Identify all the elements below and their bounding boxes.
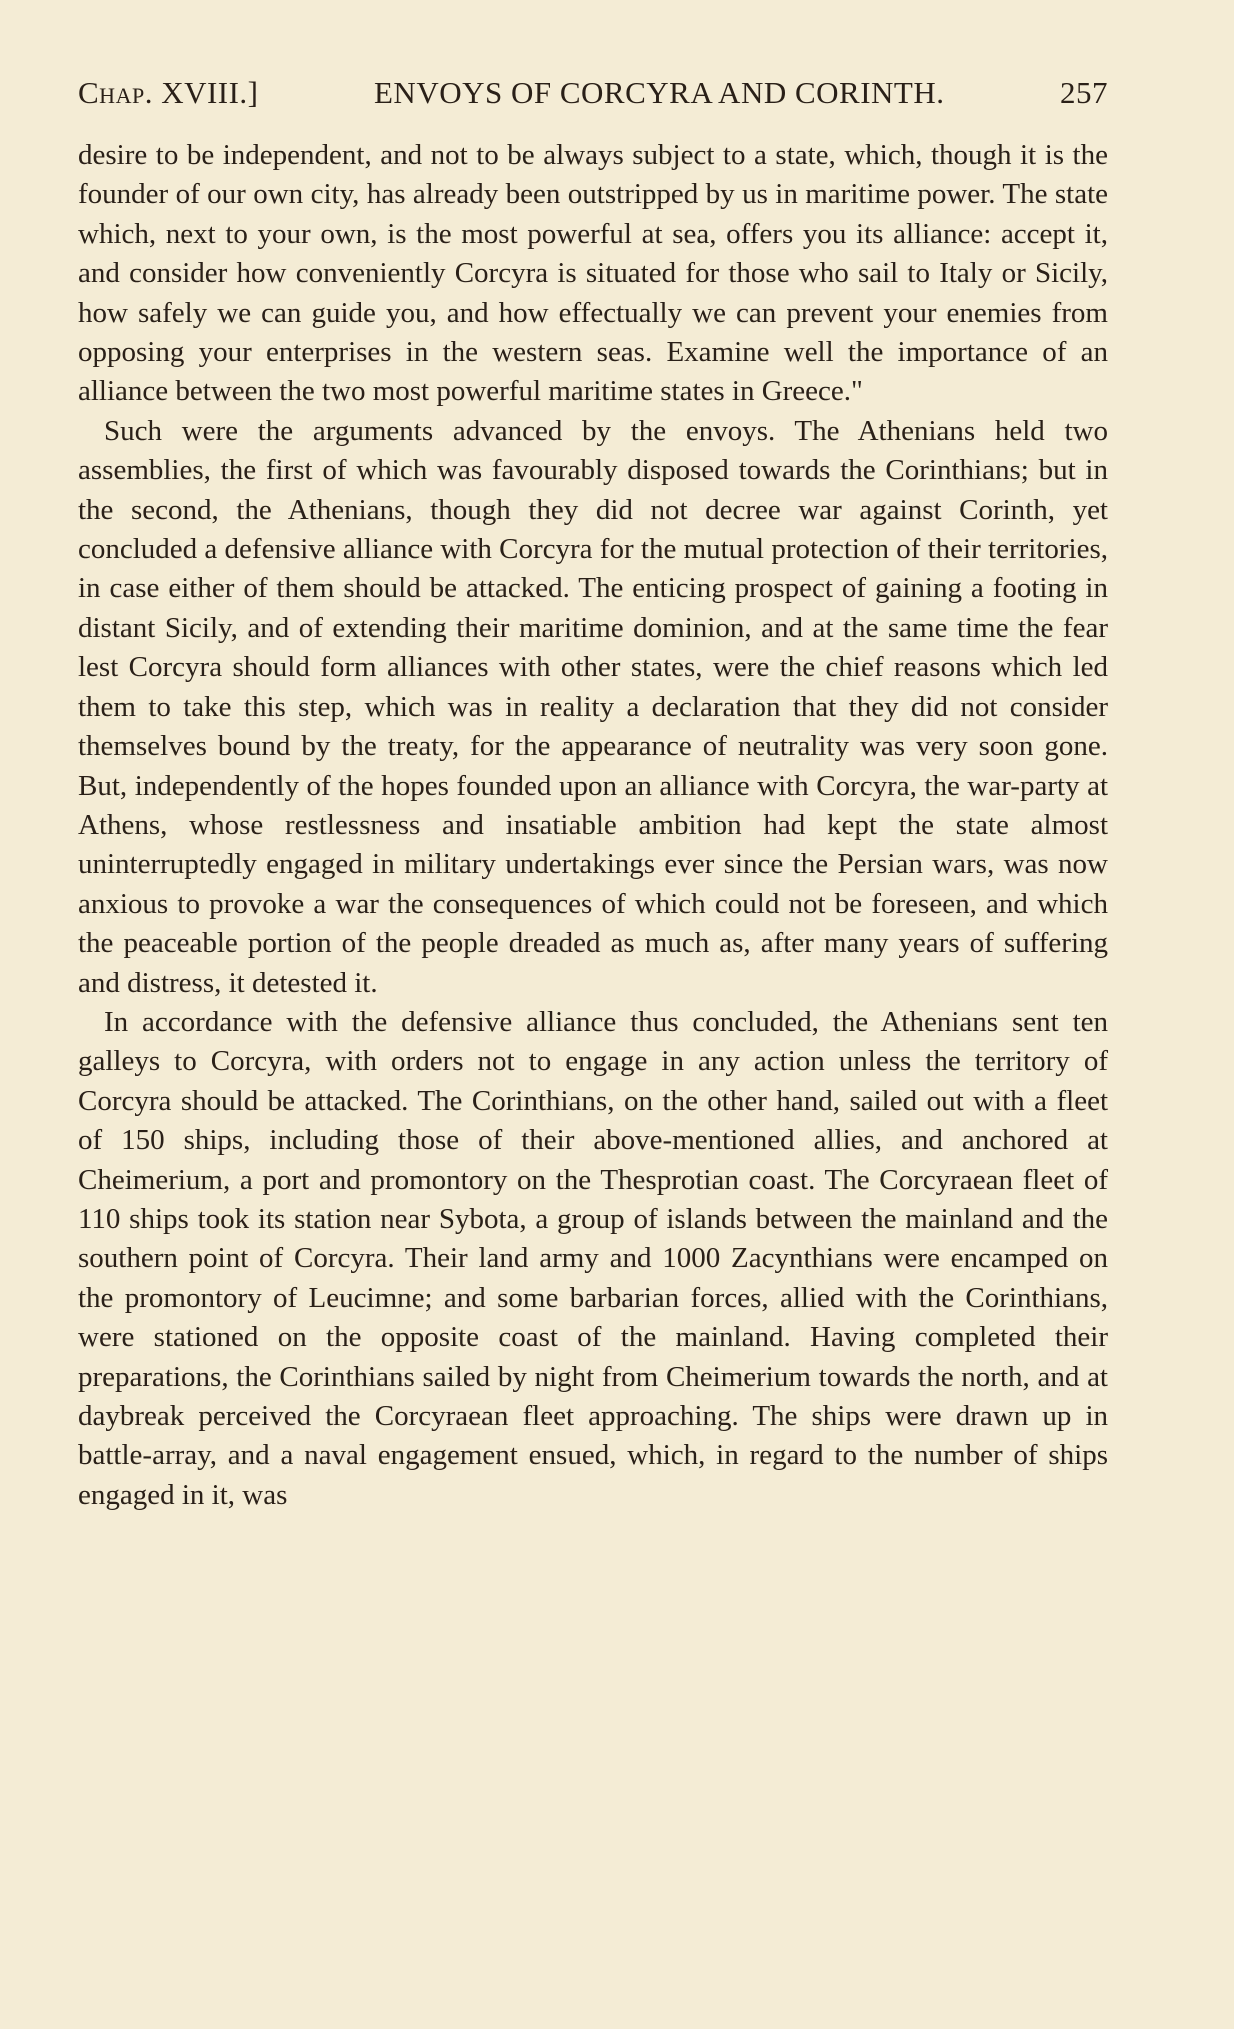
paragraph-2: Such were the arguments advanced by the envoys. The Athenians held two assemblies, the first of which was favourably disposed towards the Corinthians; but in the second, the Athenians, though they did not decree war against Corinth, yet concluded a defensive alliance with Corcyra for the mutual protection of their territories, in case either of them should be attacked. The enticing prospect of gaining a footing in distant Sicily, and of extending their maritime dominion, and at the same time the fear lest Corcyra should form alliances with other states, were the chief reasons which led them to take this step, which was in reality a declaration that they did not consider themselves bound by the treaty, for the appearance of neutrality was very soon gone. But, independently of the hopes founded upon an alliance with Corcyra, the war-party at Athens, whose restlessness and insatiable ambition had kept the state almost uninterruptedly engaged in military undertakings ever since the Persian wars, was now anxious to provoke a war the consequences of which could not be foreseen, and which the peaceable portion of the people dreaded as much as, after many years of suffering and distress, it detested it. — [78, 414, 1108, 999]
page-title: ENVOYS OF CORCYRA AND CORINTH. — [374, 75, 945, 110]
body-text — [78, 136, 1108, 1515]
page-number: 257 — [1060, 75, 1108, 110]
running-head — [78, 74, 1108, 112]
paragraph-3: In accordance with the defensive alliance thus concluded, the Athenians sent ten galleys to Corcyra, with orders not to engage in any action unless the territory of Corcyra should be attacked. The Corinthians, on the other hand, sailed out with a fleet of 150 ships, including those of their above-mentioned allies, and anchored at Cheimerium, a port and promontory on the Thesprotian coast. The Corcyraean fleet of 110 ships took its station near Sybota, a group of islands between the mainland and the southern point of Corcyra. Their land army and 1000 Zacynthians were encamped on the promontory of Leucimne; and some barbarian forces, allied with the Corinthians, were stationed on the opposite coast of the mainland. Having completed their preparations, the Corinthians sailed by night from Cheimerium towards the north, and at daybreak perceived the Corcyraean fleet approaching. The ships were drawn up in battle-array, and a naval engagement ensued, which, in regard to the number of ships engaged in it, was — [78, 1005, 1108, 1511]
chapter-label: Chap. XVIII.] — [78, 75, 259, 110]
paragraph-1: desire to be independent, and not to be always subject to a state, which, though it is the founder of our own city, has already been outstripped by us in maritime power. The state which, next to your own, is the most powerful at sea, offers you its alliance: accept it, and consider how conveniently Corcyra is situated for those who sail to Italy or Sicily, how safely we can guide you, and how effectually we can prevent your enemies from opposing your enterprises in the western seas. Examine well the importance of an alliance between the two most powerful maritime states in Greece." — [78, 139, 1108, 408]
book-page — [78, 74, 1108, 1515]
